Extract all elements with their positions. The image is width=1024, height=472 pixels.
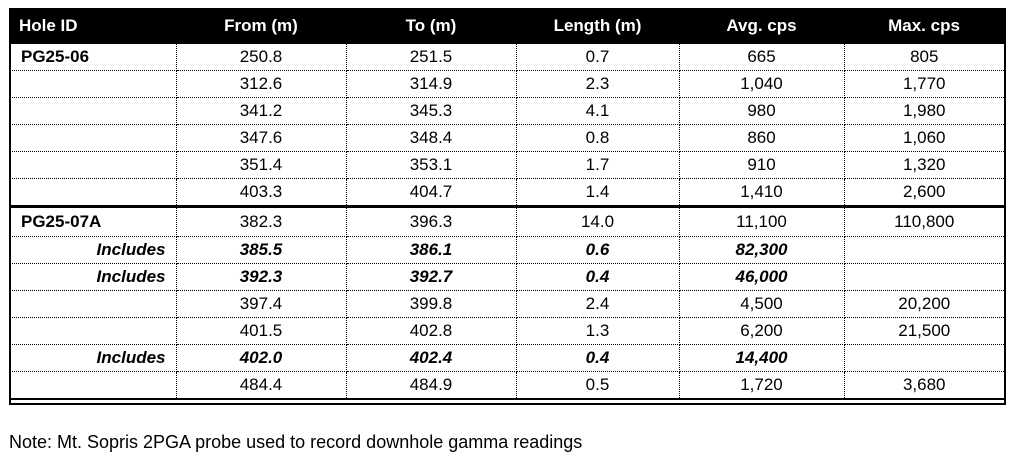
hole-group-pg25-06 (9, 44, 1004, 207)
length-cell: 2.4 (516, 291, 679, 318)
hole-id-cell (9, 318, 176, 345)
avg-cps-cell: 980 (679, 98, 844, 125)
avg-cps-cell: 910 (679, 152, 844, 179)
hole-id-cell (9, 372, 176, 400)
length-cell: 0.4 (516, 264, 679, 291)
header-max-cps: Max. cps (888, 16, 960, 35)
header-avg-cps: Avg. cps (726, 16, 797, 35)
avg-cps-cell: 1,040 (679, 71, 844, 98)
avg-cps-cell: 11,100 (679, 207, 844, 237)
from-cell: 382.3 (176, 207, 346, 237)
gamma-readings-table (9, 8, 1004, 400)
to-cell: 348.4 (346, 125, 516, 152)
table-row (9, 71, 1004, 98)
from-cell: 385.5 (176, 237, 346, 264)
hole-group-pg25-07a (9, 207, 1004, 400)
from-cell: 351.4 (176, 152, 346, 179)
from-cell: 402.0 (176, 345, 346, 372)
max-cps-cell: 3,680 (844, 372, 1004, 400)
hole-id-cell: Includes (9, 345, 176, 372)
avg-cps-cell: 82,300 (679, 237, 844, 264)
max-cps-cell: 1,320 (844, 152, 1004, 179)
avg-cps-cell: 1,410 (679, 179, 844, 207)
max-cps-cell: 2,600 (844, 179, 1004, 207)
to-cell: 392.7 (346, 264, 516, 291)
from-cell: 392.3 (176, 264, 346, 291)
to-cell: 399.8 (346, 291, 516, 318)
to-cell: 404.7 (346, 179, 516, 207)
table-row (9, 179, 1004, 207)
to-cell: 402.4 (346, 345, 516, 372)
hole-id-cell: PG25-07A (9, 207, 176, 237)
length-cell: 0.7 (516, 44, 679, 71)
hole-id-cell (9, 98, 176, 125)
length-cell: 1.4 (516, 179, 679, 207)
header-hole-id: Hole ID (19, 16, 78, 35)
avg-cps-cell: 4,500 (679, 291, 844, 318)
to-cell: 402.8 (346, 318, 516, 345)
avg-cps-cell: 1,720 (679, 372, 844, 400)
to-cell: 386.1 (346, 237, 516, 264)
from-cell: 484.4 (176, 372, 346, 400)
length-cell: 0.8 (516, 125, 679, 152)
header-length: Length (m) (553, 16, 642, 35)
hole-id-cell (9, 152, 176, 179)
hole-id-cell (9, 71, 176, 98)
length-cell: 0.6 (516, 237, 679, 264)
to-cell: 484.9 (346, 372, 516, 400)
hole-id-cell (9, 179, 176, 207)
table-row (9, 291, 1004, 318)
max-cps-cell: 21,500 (844, 318, 1004, 345)
avg-cps-cell: 46,000 (679, 264, 844, 291)
max-cps-cell (844, 264, 1004, 291)
length-cell: 0.4 (516, 345, 679, 372)
avg-cps-cell: 14,400 (679, 345, 844, 372)
length-cell: 1.3 (516, 318, 679, 345)
table-row (9, 152, 1004, 179)
max-cps-cell: 805 (844, 44, 1004, 71)
to-cell: 353.1 (346, 152, 516, 179)
table-row (9, 318, 1004, 345)
table-row (9, 237, 1004, 264)
avg-cps-cell: 860 (679, 125, 844, 152)
header-row (9, 8, 1004, 44)
from-cell: 347.6 (176, 125, 346, 152)
hole-id-cell: Includes (9, 237, 176, 264)
length-cell: 0.5 (516, 372, 679, 400)
table-row (9, 372, 1004, 400)
max-cps-cell (844, 237, 1004, 264)
to-cell: 251.5 (346, 44, 516, 71)
from-cell: 397.4 (176, 291, 346, 318)
to-cell: 396.3 (346, 207, 516, 237)
hole-id-cell: Includes (9, 264, 176, 291)
header-from: From (m) (224, 16, 298, 35)
max-cps-cell: 1,770 (844, 71, 1004, 98)
from-cell: 312.6 (176, 71, 346, 98)
from-cell: 401.5 (176, 318, 346, 345)
footnote: Note: Mt. Sopris 2PGA probe used to record downhole gamma readings (9, 432, 583, 452)
max-cps-cell: 1,060 (844, 125, 1004, 152)
table-row (9, 264, 1004, 291)
length-cell: 14.0 (516, 207, 679, 237)
avg-cps-cell: 6,200 (679, 318, 844, 345)
header-to: To (m) (405, 16, 457, 35)
length-cell: 1.7 (516, 152, 679, 179)
length-cell: 2.3 (516, 71, 679, 98)
avg-cps-cell: 665 (679, 44, 844, 71)
table-row (9, 207, 1004, 237)
to-cell: 314.9 (346, 71, 516, 98)
hole-id-cell (9, 291, 176, 318)
length-cell: 4.1 (516, 98, 679, 125)
hole-id-cell (9, 125, 176, 152)
max-cps-cell (844, 345, 1004, 372)
from-cell: 250.8 (176, 44, 346, 71)
table-row (9, 44, 1004, 71)
from-cell: 341.2 (176, 98, 346, 125)
from-cell: 403.3 (176, 179, 346, 207)
hole-id-cell: PG25-06 (9, 44, 176, 71)
max-cps-cell: 1,980 (844, 98, 1004, 125)
table-row (9, 125, 1004, 152)
max-cps-cell: 20,200 (844, 291, 1004, 318)
to-cell: 345.3 (346, 98, 516, 125)
table-row (9, 345, 1004, 372)
max-cps-cell: 110,800 (844, 207, 1004, 237)
table-row (9, 98, 1004, 125)
